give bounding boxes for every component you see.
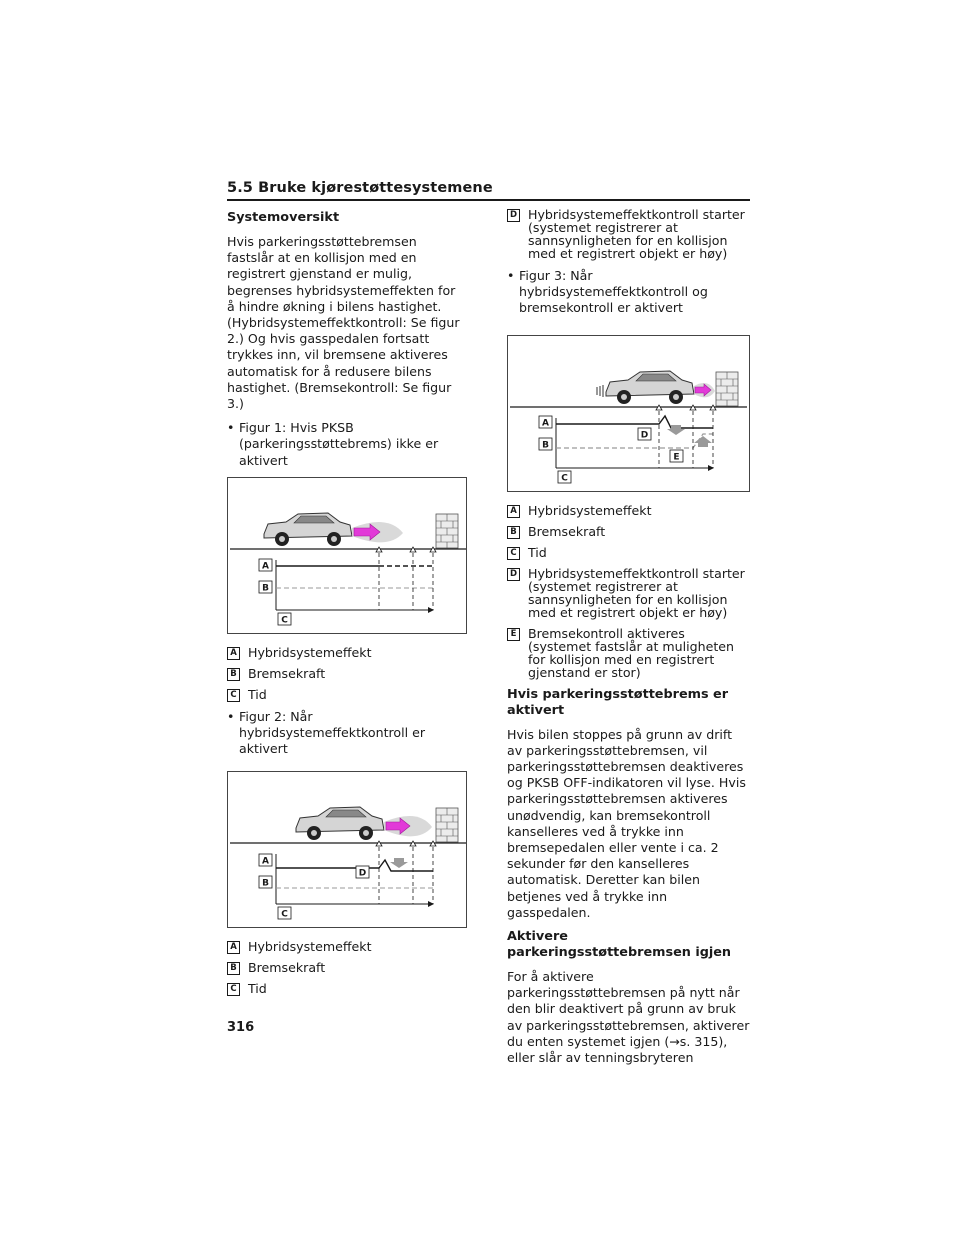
legend-item: C Tid xyxy=(227,688,467,701)
fig3-label-c: C xyxy=(561,473,568,484)
heading-pksb-active: Hvis parkeringsstøttebrems er aktivert xyxy=(507,686,729,718)
fig3-label-a: A xyxy=(542,418,549,429)
legend-item: B Bremsekraft xyxy=(227,667,467,680)
bullet-figure-1: • Figur 1: Hvis PKSB (parkeringsstøttebrems) ikke er aktivert xyxy=(227,420,439,468)
heading-systemoversikt: Systemoversikt xyxy=(227,210,340,225)
sensor-cone xyxy=(384,817,432,837)
fig3-label-e: E xyxy=(673,452,680,463)
paragraph-pksb-active: Hvis bilen stoppes på grunn av drift av parkeringsstøttebremsen, vil parkeringsstøttebremsen deaktiveres og PKSB OFF-indikatoren vil lyse. Hvis parkeringsstøttebremsen aktiveres unødvendig, kan bremsekontroll kanselleres ved å trykke inn bremsepedalen eller vente i ca. 2 sekunder før den kanselleres automatisk. Deretter kan bilen betjenes ved å trykke inn gasspedalen. xyxy=(507,726,746,920)
heading-reactivate: Aktivere parkeringsstøttebremsen igjen xyxy=(507,929,732,961)
fig2-label-d: D xyxy=(358,868,367,879)
sensor-cone xyxy=(352,522,403,542)
legend-item-d-continued: D Hybridsystemeffektkontroll starter (systemet registrerer at sannsynligheten for en kollisjon med et registrert objekt er høy) xyxy=(507,208,750,260)
figure-1-legend xyxy=(227,646,467,701)
section-rule xyxy=(227,199,750,201)
bullet-figure-3: • Figur 3: Når hybridsystemeffektkontroll og bremsekontroll er aktivert xyxy=(507,268,708,316)
legend-item: D Hybridsystemeffektkontroll starter (systemet registrerer at sannsynligheten for en kollisjon med et registrert objekt er høy) xyxy=(507,567,750,619)
paragraph-reactivate: For å aktivere parkeringsstøttebremsen på nytt når den blir deaktivert på grunn av bruk av parkeringsstøttebremsen, aktiverer du enten systemet igjen (→s. 315), eller slår av tenningsbryteren xyxy=(507,969,750,1066)
brick-wall xyxy=(436,514,458,548)
fig2-label-b: B xyxy=(262,878,269,889)
legend-item: A Hybridsystemeffekt xyxy=(507,504,750,517)
legend-item: B Bremsekraft xyxy=(227,961,467,974)
sensor-cone xyxy=(694,383,715,397)
brick-wall xyxy=(716,372,738,406)
fig2-label-c: C xyxy=(281,909,288,920)
legend-item: C Tid xyxy=(227,982,467,995)
fig1-label-c: C xyxy=(281,615,288,626)
fig1-label-a: A xyxy=(262,561,269,572)
legend-item: C Tid xyxy=(507,546,750,559)
car-illustration xyxy=(264,513,352,546)
figure-2-legend xyxy=(227,940,467,995)
legend-item: B Bremsekraft xyxy=(507,525,750,538)
left-column xyxy=(227,208,467,1003)
intro-paragraph: Hvis parkeringsstøttebremsen fastslår at en kollisjon med en registrert gjenstand er mulig, begrenses hybridsystemeffekten for å hindre økning i bilens hastighet. (Hybridsystemeffektkontroll: Se figur 2.) Og hvis gasspedalen fortsatt trykkes inn, vil bremsene aktiveres automatisk for å redusere bilens hastighet. (Bremsekontroll: Se figur 3.) xyxy=(227,234,460,412)
page-number: 316 xyxy=(227,1020,255,1035)
fig1-label-b: B xyxy=(262,583,269,594)
figure-3-diagram xyxy=(508,336,749,491)
fig3-label-d: D xyxy=(640,430,649,441)
brick-wall xyxy=(436,808,458,842)
fig2-label-a: A xyxy=(262,856,269,867)
figure-1 xyxy=(227,477,467,634)
car-illustration xyxy=(597,371,694,404)
legend-item: A Hybridsystemeffekt xyxy=(227,940,467,953)
figure-2 xyxy=(227,771,467,928)
figure-2-diagram xyxy=(228,772,468,927)
section-title: 5.5 Bruke kjørestøttesystemene xyxy=(227,180,493,196)
figure-3 xyxy=(507,335,750,492)
fig3-label-b: B xyxy=(542,440,549,451)
figure-1-diagram xyxy=(228,478,468,633)
bullet-figure-2: • Figur 2: Når hybridsystemeffektkontroll er aktivert xyxy=(227,708,426,757)
figure-3-legend xyxy=(507,504,750,679)
legend-item: A Hybridsystemeffekt xyxy=(227,646,467,659)
car-illustration xyxy=(296,807,384,840)
section-header xyxy=(227,180,750,201)
legend-item: E Bremsekontroll aktiveres (systemet fastslår at muligheten for kollisjon med en registrert gjenstand er stor) xyxy=(507,627,750,679)
right-column xyxy=(507,208,750,1074)
